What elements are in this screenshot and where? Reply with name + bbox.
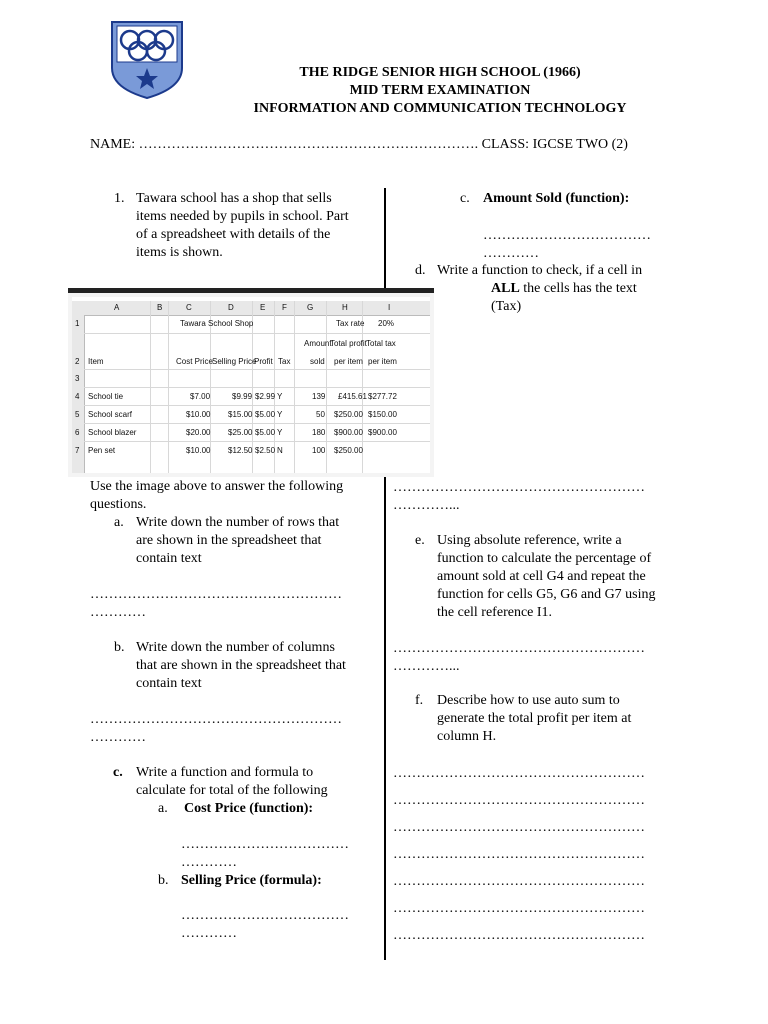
cell-profit: $2.50: [255, 446, 276, 455]
row-number-1: 1: [75, 319, 80, 328]
subject-title: INFORMATION AND COMMUNICATION TECHNOLOGY: [253, 101, 627, 116]
qb-line-2: that are shown in the spreadsheet that: [136, 658, 346, 673]
qb-label: b.: [114, 640, 125, 655]
cell-profit: $2.99: [255, 392, 276, 401]
qa-answer-dots-2: …………: [90, 605, 146, 620]
rd-answer-dots: ………………………………………………: [393, 480, 645, 495]
qb-answer-dots: ………………………………………………: [90, 712, 342, 727]
cell-amount: 50: [316, 410, 325, 419]
re-line-4: function for cells G5, G6 and G7 using: [437, 587, 656, 602]
cell-total-profit: $900.00: [334, 428, 363, 437]
col-header-g: G: [307, 303, 314, 312]
qcb-answer-dots: ………………………………: [181, 908, 349, 923]
cell-profit: $5.00: [255, 410, 276, 419]
col-header-i: I: [388, 303, 391, 312]
qcb-answer-dots-2: …………: [181, 926, 237, 941]
exam-title: MID TERM EXAMINATION: [349, 83, 531, 98]
row-number-5: 5: [75, 410, 80, 419]
spreadsheet-image: [68, 288, 434, 477]
cell-item: School blazer: [88, 428, 137, 437]
header-total-tax-2: per item: [368, 357, 397, 366]
cell-amount: 139: [312, 392, 326, 401]
school-crest-logo: [108, 18, 186, 100]
cell-total-profit: $250.00: [334, 446, 363, 455]
sheet-title: Tawara School Shop: [180, 319, 254, 328]
cell-item: Pen set: [88, 446, 116, 455]
cell-total-tax: $277.72: [368, 392, 397, 401]
row-number-3: 3: [75, 374, 80, 383]
header-selling-price: Selling Price: [212, 357, 257, 366]
cell-cost: $20.00: [186, 428, 211, 437]
q1-line-2: items needed by pupils in school. Part: [136, 209, 349, 224]
qa-line-1: Write down the number of rows that: [136, 515, 340, 530]
qca-label: a.: [158, 801, 168, 816]
cell-total-profit: $250.00: [334, 410, 363, 419]
rc-text: Amount Sold (function):: [483, 191, 630, 206]
rd-line-1: Write a function to check, if a cell in: [437, 263, 643, 278]
rd-label: d.: [415, 263, 426, 278]
cell-amount: 180: [312, 428, 326, 437]
re-line-2: function to calculate the percentage of: [437, 551, 652, 566]
cell-sell: $25.00: [228, 428, 253, 437]
col-header-e: E: [260, 303, 266, 312]
qc-line-2: calculate for total of the following: [136, 783, 328, 798]
header-profit: Profit: [254, 357, 273, 366]
rd-line-2: [491, 280, 637, 298]
row-number-7: 7: [75, 446, 80, 455]
qca-answer-dots: ………………………………: [181, 837, 349, 852]
row-number-6: 6: [75, 428, 80, 437]
cell-sell: $9.99: [232, 392, 253, 401]
cell-cost: $7.00: [190, 392, 211, 401]
qa-label: a.: [114, 515, 124, 530]
rd-all: ALL: [491, 281, 520, 296]
tax-rate-value: 20%: [378, 319, 395, 328]
rf-line-2: generate the total profit per item at: [437, 711, 632, 726]
header-amount-2: sold: [310, 357, 325, 366]
row-number-4: 4: [75, 392, 80, 401]
qa-answer-dots: ………………………………………………: [90, 587, 342, 602]
col-header-c: C: [186, 303, 192, 312]
use-image-line-2: questions.: [90, 497, 147, 512]
q1-line-3: of a spreadsheet with details of the: [136, 227, 331, 242]
name-class-line: NAME: ………………………………………………………………. CLASS: IGCSE TWO (2): [90, 137, 628, 152]
rd-line-3: (Tax): [491, 299, 522, 314]
header-total-profit-2: per item: [334, 357, 363, 366]
rf-answer-dots: ………………………………………………: [393, 874, 645, 889]
rd-line-2-rest: the cells has the text: [519, 281, 637, 296]
cell-total-tax: $150.00: [368, 410, 397, 419]
col-header-d: D: [228, 303, 234, 312]
qca-answer-dots-2: …………: [181, 855, 237, 870]
header-total-profit-1: Total profit: [330, 339, 367, 348]
rf-answer-dots: ………………………………………………: [393, 793, 645, 808]
cell-total-profit: £415.61: [338, 392, 367, 401]
qb-line-3: contain text: [136, 676, 202, 691]
rf-answer-dots: ………………………………………………: [393, 847, 645, 862]
rc-answer-dots-2: …………: [483, 246, 539, 261]
header-tax: Tax: [278, 357, 291, 366]
header-amount-1: Amount: [304, 339, 332, 348]
use-image-line-1: Use the image above to answer the following: [90, 479, 344, 494]
qcb-label: b.: [158, 873, 169, 888]
header-item: Item: [88, 357, 104, 366]
header-total-tax-1: Total tax: [366, 339, 396, 348]
q1-number: 1.: [114, 191, 125, 206]
cell-sell: $15.00: [228, 410, 253, 419]
qcb-text: Selling Price (formula):: [181, 873, 322, 888]
cell-profit: $5.00: [255, 428, 276, 437]
qca-text: Cost Price (function):: [184, 801, 314, 816]
q1-line-1: Tawara school has a shop that sells: [136, 191, 332, 206]
col-header-b: B: [157, 303, 163, 312]
cell-tax: Y: [277, 410, 283, 419]
re-line-3: amount sold at cell G4 and repeat the: [437, 569, 646, 584]
cell-cost: $10.00: [186, 410, 211, 419]
qb-answer-dots-2: …………: [90, 730, 146, 745]
q1-line-4: items is shown.: [136, 245, 223, 260]
qa-line-3: contain text: [136, 551, 202, 566]
re-line-5: the cell reference I1.: [437, 605, 553, 620]
row-number-2: 2: [75, 357, 80, 366]
rf-answer-dots: ………………………………………………: [393, 901, 645, 916]
cell-item: School tie: [88, 392, 124, 401]
col-header-a: A: [114, 303, 120, 312]
rc-label: c.: [460, 191, 470, 206]
re-answer-dots-2: …………...: [393, 659, 460, 674]
tax-rate-label: Tax rate: [336, 319, 365, 328]
qa-line-2: are shown in the spreadsheet that: [136, 533, 322, 548]
re-answer-dots: ………………………………………………: [393, 641, 645, 656]
cell-tax: Y: [277, 392, 283, 401]
rd-answer-dots-2: …………...: [393, 498, 460, 513]
column-header-row: [72, 301, 430, 316]
rf-line-3: column H.: [437, 729, 497, 744]
cell-sell: $12.50: [228, 446, 253, 455]
rf-answer-dots: ………………………………………………: [393, 928, 645, 943]
rf-answer-dots: ………………………………………………: [393, 820, 645, 835]
rf-label: f.: [415, 693, 424, 708]
rf-answer-dots: ………………………………………………: [393, 766, 645, 781]
re-line-1: Using absolute reference, write a: [437, 533, 622, 548]
cell-total-tax: $900.00: [368, 428, 397, 437]
school-title: THE RIDGE SENIOR HIGH SCHOOL (1966): [299, 65, 581, 80]
cell-amount: 100: [312, 446, 326, 455]
qb-line-1: Write down the number of columns: [136, 640, 335, 655]
cell-tax: Y: [277, 428, 283, 437]
cell-item: School scarf: [88, 410, 133, 419]
re-label: e.: [415, 533, 425, 548]
qc-label: c.: [113, 765, 123, 780]
rf-line-1: Describe how to use auto sum to: [437, 693, 620, 708]
rc-answer-dots: ………………………………: [483, 228, 651, 243]
qc-line-1: Write a function and formula to: [136, 765, 314, 780]
header-cost-price: Cost Price: [176, 357, 213, 366]
col-header-h: H: [342, 303, 348, 312]
col-header-f: F: [282, 303, 287, 312]
cell-tax: N: [277, 446, 283, 455]
cell-cost: $10.00: [186, 446, 211, 455]
